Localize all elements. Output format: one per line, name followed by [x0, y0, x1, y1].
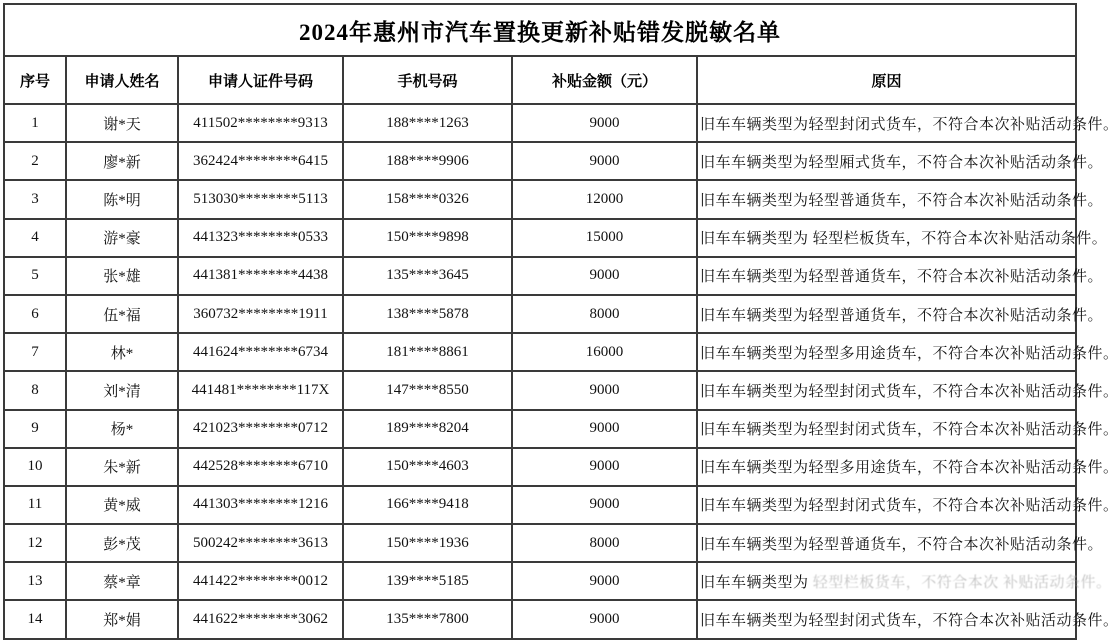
cell-serial: 13: [4, 562, 66, 600]
cell-amount: 9000: [512, 448, 697, 486]
cell-name: 朱*新: [66, 448, 178, 486]
page-title: 2024年惠州市汽车置换更新补贴错发脱敏名单: [4, 4, 1076, 56]
cell-serial: 4: [4, 219, 66, 257]
reason-text: 旧车车辆类型为 轻型栏板货车，不符合本次补贴活动条件。: [700, 231, 1108, 248]
table-row: [4, 295, 1076, 333]
cell-name: 郑*娟: [66, 600, 178, 638]
cell-phone: 147****8550: [343, 371, 512, 409]
cell-amount: 9000: [512, 257, 697, 295]
reason-text: 旧车车辆类型为轻型封闭式货车，不符合本次补贴活动条件。: [700, 613, 1119, 630]
table-row: [4, 600, 1076, 638]
cell-phone: 158****0326: [343, 180, 512, 218]
cell-amount: 9000: [512, 142, 697, 180]
cell-amount: 15000: [512, 219, 697, 257]
reason-text: 旧车车辆类型为轻型封闭式货车，不符合本次补贴活动条件。: [700, 498, 1119, 515]
cell-name: 刘*清: [66, 371, 178, 409]
reason-text: 旧车车辆类型为轻型普通货车，不符合本次补贴活动条件。: [700, 192, 1104, 209]
cell-phone: 150****9898: [343, 219, 512, 257]
reason-text: 旧车车辆类型为轻型封闭式货车，不符合本次补贴活动条件。: [700, 422, 1119, 439]
cell-id-number: 362424********6415: [178, 142, 343, 180]
cell-phone: 181****8861: [343, 333, 512, 371]
cell-reason: [697, 219, 1108, 257]
cell-reason: [697, 448, 1119, 486]
cell-id-number: 441624********6734: [178, 333, 343, 371]
cell-name: 林*: [66, 333, 178, 371]
cell-serial: 5: [4, 257, 66, 295]
cell-reason: [697, 104, 1119, 142]
cell-id-number: 360732********1911: [178, 295, 343, 333]
table-row: [4, 371, 1076, 409]
subsidy-table: [3, 3, 1119, 640]
cell-amount: 12000: [512, 180, 697, 218]
cell-amount: 9000: [512, 410, 697, 448]
cell-name: 廖*新: [66, 142, 178, 180]
cell-serial: 12: [4, 524, 66, 562]
cell-serial: 3: [4, 180, 66, 218]
cell-reason: [697, 600, 1119, 638]
column-header-phone: 手机号码: [343, 56, 512, 104]
cell-id-number: 513030********5113: [178, 180, 343, 218]
cell-reason: [697, 142, 1104, 180]
reason-text: 旧车车辆类型为: [700, 574, 813, 591]
table-row: [4, 486, 1076, 524]
cell-amount: 8000: [512, 295, 697, 333]
cell-amount: 9000: [512, 104, 697, 142]
cell-amount: 8000: [512, 524, 697, 562]
cell-name: 游*豪: [66, 219, 178, 257]
table-row: [4, 180, 1076, 218]
cell-amount: 9000: [512, 600, 697, 638]
cell-amount: 16000: [512, 333, 697, 371]
cell-id-number: 441422********0012: [178, 562, 343, 600]
cell-phone: 189****8204: [343, 410, 512, 448]
cell-phone: 138****5878: [343, 295, 512, 333]
header-row: [4, 56, 1076, 104]
cell-reason: [697, 333, 1119, 371]
cell-name: 彭*茂: [66, 524, 178, 562]
cell-serial: 6: [4, 295, 66, 333]
column-header-reason: 原因: [697, 56, 1076, 104]
cell-amount: 9000: [512, 371, 697, 409]
cell-id-number: 441323********0533: [178, 219, 343, 257]
cell-serial: 10: [4, 448, 66, 486]
table-row: [4, 219, 1076, 257]
reason-text: 旧车车辆类型为轻型普通货车，不符合本次补贴活动条件。: [700, 269, 1104, 286]
cell-id-number: 442528********6710: [178, 448, 343, 486]
cell-name: 张*雄: [66, 257, 178, 295]
cell-id-number: 421023********0712: [178, 410, 343, 448]
table-row: [4, 104, 1076, 142]
table-body: [4, 104, 1119, 639]
reason-text: 旧车车辆类型为轻型普通货车，不符合本次补贴活动条件。: [700, 307, 1104, 324]
cell-reason: [697, 524, 1104, 562]
column-header-serial: 序号: [4, 56, 66, 104]
cell-reason: [697, 180, 1104, 218]
cell-reason: [697, 257, 1104, 295]
cell-serial: 8: [4, 371, 66, 409]
cell-name: 谢*天: [66, 104, 178, 142]
reason-faded-text: 轻型栏板货车，不符合本次 补贴活动条件。: [812, 574, 1112, 591]
cell-phone: 166****9418: [343, 486, 512, 524]
cell-name: 杨*: [66, 410, 178, 448]
cell-id-number: 500242********3613: [178, 524, 343, 562]
reason-text: 旧车车辆类型为轻型多用途货车，不符合本次补贴活动条件。: [700, 460, 1119, 477]
title-row: [4, 4, 1076, 56]
cell-serial: 14: [4, 600, 66, 638]
cell-phone: 188****1263: [343, 104, 512, 142]
table-row: [4, 142, 1076, 180]
cell-name: 伍*福: [66, 295, 178, 333]
cell-reason: [697, 486, 1119, 524]
column-header-id-number: 申请人证件号码: [178, 56, 343, 104]
cell-phone: 188****9906: [343, 142, 512, 180]
cell-reason: [697, 410, 1119, 448]
cell-id-number: 411502********9313: [178, 104, 343, 142]
column-header-amount: 补贴金额（元）: [512, 56, 697, 104]
cell-serial: 2: [4, 142, 66, 180]
reason-text: 旧车车辆类型为轻型厢式货车，不符合本次补贴活动条件。: [700, 154, 1104, 171]
reason-text: 旧车车辆类型为轻型封闭式货车，不符合本次补贴活动条件。: [700, 116, 1119, 133]
table-row: [4, 524, 1076, 562]
cell-phone: 150****1936: [343, 524, 512, 562]
cell-id-number: 441622********3062: [178, 600, 343, 638]
reason-text: 旧车车辆类型为轻型普通货车，不符合本次补贴活动条件。: [700, 536, 1104, 553]
cell-phone: 150****4603: [343, 448, 512, 486]
cell-phone: 135****7800: [343, 600, 512, 638]
cell-id-number: 441303********1216: [178, 486, 343, 524]
reason-text: 旧车车辆类型为轻型封闭式货车，不符合本次补贴活动条件。: [700, 383, 1119, 400]
cell-reason: [697, 295, 1104, 333]
cell-amount: 9000: [512, 562, 697, 600]
cell-phone: 139****5185: [343, 562, 512, 600]
cell-id-number: 441481********117X: [178, 371, 343, 409]
cell-name: 陈*明: [66, 180, 178, 218]
table-row: [4, 333, 1076, 371]
cell-reason: [697, 371, 1119, 409]
cell-serial: 9: [4, 410, 66, 448]
cell-id-number: 441381********4438: [178, 257, 343, 295]
cell-name: 蔡*章: [66, 562, 178, 600]
cell-serial: 11: [4, 486, 66, 524]
column-header-name: 申请人姓名: [66, 56, 178, 104]
cell-serial: 7: [4, 333, 66, 371]
table-row: [4, 410, 1076, 448]
cell-serial: 1: [4, 104, 66, 142]
table-row: [4, 562, 1076, 600]
cell-phone: 135****3645: [343, 257, 512, 295]
table-row: [4, 257, 1076, 295]
cell-name: 黄*威: [66, 486, 178, 524]
cell-reason: [697, 562, 1112, 600]
table-row: [4, 448, 1076, 486]
cell-amount: 9000: [512, 486, 697, 524]
reason-text: 旧车车辆类型为轻型多用途货车，不符合本次补贴活动条件。: [700, 345, 1119, 362]
